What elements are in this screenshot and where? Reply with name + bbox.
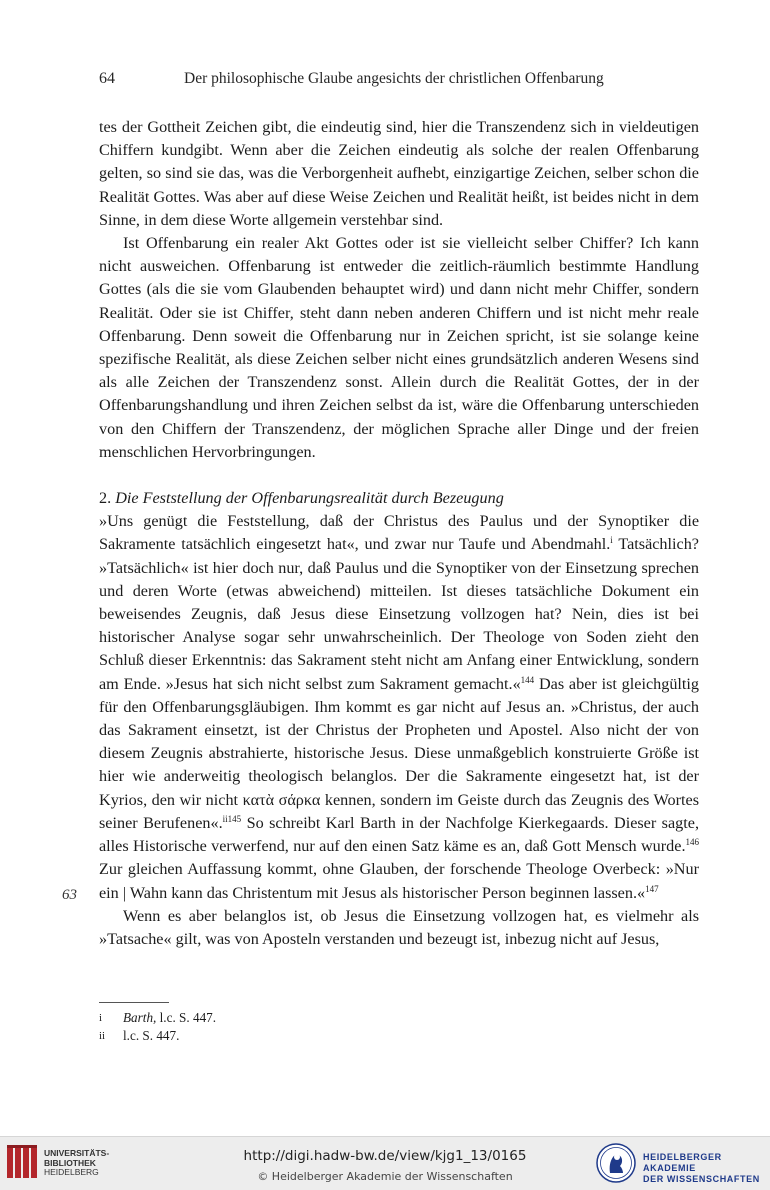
paragraph: tes der Gottheit Zeichen gibt, die eindeutig sind, hier die Transzendenz sich in vieldeutigen Chiffern kundgibt. Wenn aber die Zeichen eindeutig als solche der realen Offenbarung gelten, so sind sie das, was die Verborgenheit aufhebt, einzigartige Zeichen, selber schon die Realität Gottes. Was aber auf diese Weise Zeichen und Realität heißt, ist beides nicht in dem Sinne, in dem diese Worte allgemein verstehbar sind. <box>99 118 699 229</box>
footnote-ref[interactable]: 146 <box>685 837 699 848</box>
paragraph <box>99 510 699 904</box>
text-run: So schreibt Karl Barth in der Nachfolge Kierkegaards. Dieser sagte, alles Historische verwerfend, nur auf den einen Satz käme es an, daß Gott Mensch wurde. <box>99 813 699 856</box>
footnote-ref[interactable]: 147 <box>645 883 659 894</box>
academy-seal-icon[interactable] <box>596 1143 636 1183</box>
academy-name <box>643 1152 770 1185</box>
text-run: »Uns genügt die Feststellung, daß der Christus des Paulus und der Synoptiker die Sakramente tatsächlich eingesetzt hat«, und zwar nur Taufe und Abendmahl. <box>99 512 699 554</box>
footnote-text <box>123 1009 216 1027</box>
footnote-mark: ii <box>99 1030 106 1042</box>
ub-line: HEIDELBERG <box>44 1167 99 1177</box>
footnote-text: l.c. S. 447. <box>123 1028 180 1043</box>
copyright-notice: © Heidelberger Akademie der Wissenschaften <box>257 1170 513 1183</box>
permalink-url[interactable]: http://digi.hadw-bw.de/view/kjg1_13/0165 <box>243 1148 527 1164</box>
footnote <box>99 1009 699 1027</box>
running-header <box>99 70 699 92</box>
paragraph: Wenn es aber belanglos ist, ob Jesus die Einsetzung vollzogen hat, es vielmehr als »Tatsache« gilt, was von Aposteln verstanden und bezeugt ist, inbezug nicht auf Jesus, <box>99 906 699 948</box>
text-run: Das aber ist gleichgültig für den Offenbarungsgläubigen. Ihm kommt es gar nicht auf Jesus an. »Christus, der auch das Sakrament einsetzt, ist der Christus der Propheten und Apostel. Also nicht der von diesem Zeugnis abstrahierte, historische Jesus. Diese unmaßgeblich konstruierte Größe ist hier wie anderweitig theologisch belanglos. Der die Sakramente eingesetzt hat, ist der Kyrios, den wir nicht κατὰ σάρκα kennen, sondern im Geiste durch das Zeugnis des Wortes seiner Berufenen«. <box>99 674 699 832</box>
body-text <box>99 116 699 951</box>
section-heading <box>99 487 699 510</box>
footnote-author: Barth, <box>123 1010 157 1025</box>
footnotes <box>99 1009 699 1045</box>
section-title: Die Feststellung der Offenbarungsrealität durch Bezeugung <box>115 489 504 508</box>
paragraph: Ist Offenbarung ein realer Akt Gottes oder ist sie vielleicht selber Chiffer? Ich kann nicht ausweichen. Offenbarung ist entweder die zeitlich-räumlich bestimmte Handlung Gottes (als die sie vom Glaubenden behauptet wird) und dann nicht mehr Chiffer, sondern Realität. Oder sie ist Chiffer, steht dann neben anderen Chiffern und ist nicht mehr reale Offenbarung. Denn soweit die Offenbarung nur in Zeichen spricht, ist sie solange keine spezifische Realität, als diese Zeichen selber nicht eines grundsätzlich anderen Wesens sind als alle Zeichen der Transzendenz sonst. Allein durch die Realität Gottes, der in der Offenbarungshandlung und ihren Zeichen selbst da ist, wäre die Offenbarung unterschieden von den Chiffern der Transzendenz, der möglichen Sprache aller Dinge und der freien menschlichen Hervorbringungen. <box>99 234 699 461</box>
section-number: 2. <box>99 489 112 508</box>
academy-line: HEIDELBERGER AKADEMIE <box>643 1152 722 1173</box>
running-title: Der philosophische Glaube angesichts der christlichen Offenbarung <box>184 70 604 87</box>
academy-line: DER WISSENSCHAFTEN <box>643 1174 760 1184</box>
footnote-mark: i <box>99 1012 103 1024</box>
text-run: Tatsächlich? »Tatsächlich« ist hier doch nur, daß Paulus und die Synoptiker von der Einsetzung sprechen und deren Worte (etwas abweichend) mitteilen. Ist dieses tatsächliche Dokument ein beweisendes Zeugnis, daß Jesus diese Einsetzung vollzogen hat? Nein, dies ist bei historischer Analyse sogar sehr unwahrscheinlich. Der Theologe von Soden zieht den Schluß dieser Erkenntnis: das Sakrament steht nicht am Anfang einer Entwicklung, sondern am Ende. »Jesus hat sich nicht selbst zum Sakrament gemacht.« <box>99 535 699 693</box>
footnote <box>99 1027 699 1045</box>
footnote-ref-text: l.c. S. 447. <box>156 1010 217 1025</box>
footnote-divider <box>99 1002 169 1003</box>
ub-line: BIBLIOTHEK <box>44 1157 96 1168</box>
text-run: Zur gleichen Auffassung kommt, ohne Glauben, der forschende Theologe Overbeck: »Nur ein | Wahn kann das Christentum mit Jesus als historischer Person beginnen lassen.« <box>99 860 699 902</box>
footnote-ref[interactable]: 144 <box>520 674 535 685</box>
footer-bar <box>0 1136 770 1190</box>
footnote-ref[interactable]: i <box>610 535 613 546</box>
footnote-ref[interactable]: ii145 <box>222 813 242 824</box>
page-number: 64 <box>99 70 115 87</box>
margin-page-number: 63 <box>62 887 77 903</box>
ub-line: UNIVERSITÄTS- <box>44 1148 110 1158</box>
